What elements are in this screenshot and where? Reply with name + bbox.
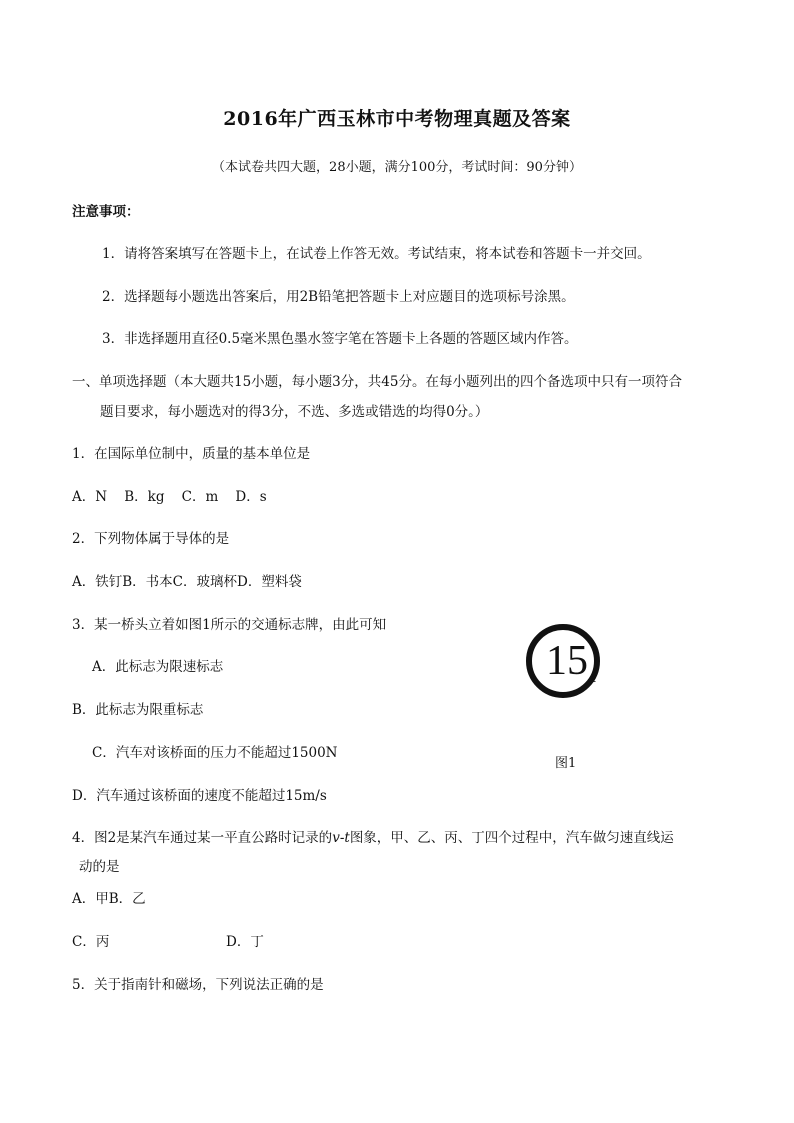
notice-item: 1．请将答案填写在答题卡上，在试卷上作答无效。考试结束，将本试卷和答题卡一并交回。 [102,246,651,262]
page-title: 2016年广西玉林市中考物理真题及答案 [223,108,571,130]
question-2-options: A．铁钉B．书本C．玻璃杯D．塑料袋 [72,574,302,590]
section-heading: 一、单项选择题（本大题共15小题，每小题3分，共45分。在每小题列出的四个备选项中只有一项符合 [72,374,682,390]
notice-item: 2．选择题每小题选出答案后，用2B铅笔把答题卡上对应题目的选项标号涂黑。 [102,289,575,305]
question-4-stem-part: 4．图2是某汽车通过某一平直公路时记录的 [72,830,333,846]
notice-heading: 注意事项： [72,204,140,220]
sign-number: 15 [546,638,588,684]
weight-limit-sign [526,624,600,698]
question-4-stem-cont: 动的是 [79,859,120,875]
question-5-stem: 5．关于指南针和磁场，下列说法正确的是 [72,977,324,993]
section-heading-cont: 题目要求，每小题选对的得3分，不选、多选或错选的均得0分。） [100,404,489,420]
question-3-stem: 3．某一桥头立着如图1所示的交通标志牌，由此可知 [72,617,387,633]
exam-info: （本试卷共四大题，28小题，满分100分，考试时间：90分钟） [212,160,582,175]
question-4-option-d: D．丁 [226,934,264,950]
question-1-stem: 1．在国际单位制中，质量的基本单位是 [72,446,311,462]
notice-item: 3．非选择题用直径0.5毫米黑色墨水签字笔在答题卡上各题的答题区域内作答。 [102,331,578,347]
sign-unit: t [592,671,596,686]
question-4-stem [72,826,674,846]
question-1-options: A．N B．kg C．m D．s [72,489,267,505]
question-2-stem: 2．下列物体属于导体的是 [72,531,230,547]
question-4-option-c: C．丙 [72,934,110,950]
question-4-stem-part: 图象，甲、乙、丙、丁四个过程中，汽车做匀速直线运 [349,830,674,846]
question-3-option-a: A．此标志为限速标志 [92,659,224,675]
question-3-option-d: D．汽车通过该桥面的速度不能超过15m/s [72,788,327,804]
vt-symbol: v-t [332,830,350,846]
question-3-option-c: C．汽车对该桥面的压力不能超过1500N [92,745,338,761]
figure-1-caption: 图1 [555,756,577,771]
question-3-option-b: B．此标志为限重标志 [72,702,204,718]
question-4-options-ab: A．甲B．乙 [72,891,146,907]
